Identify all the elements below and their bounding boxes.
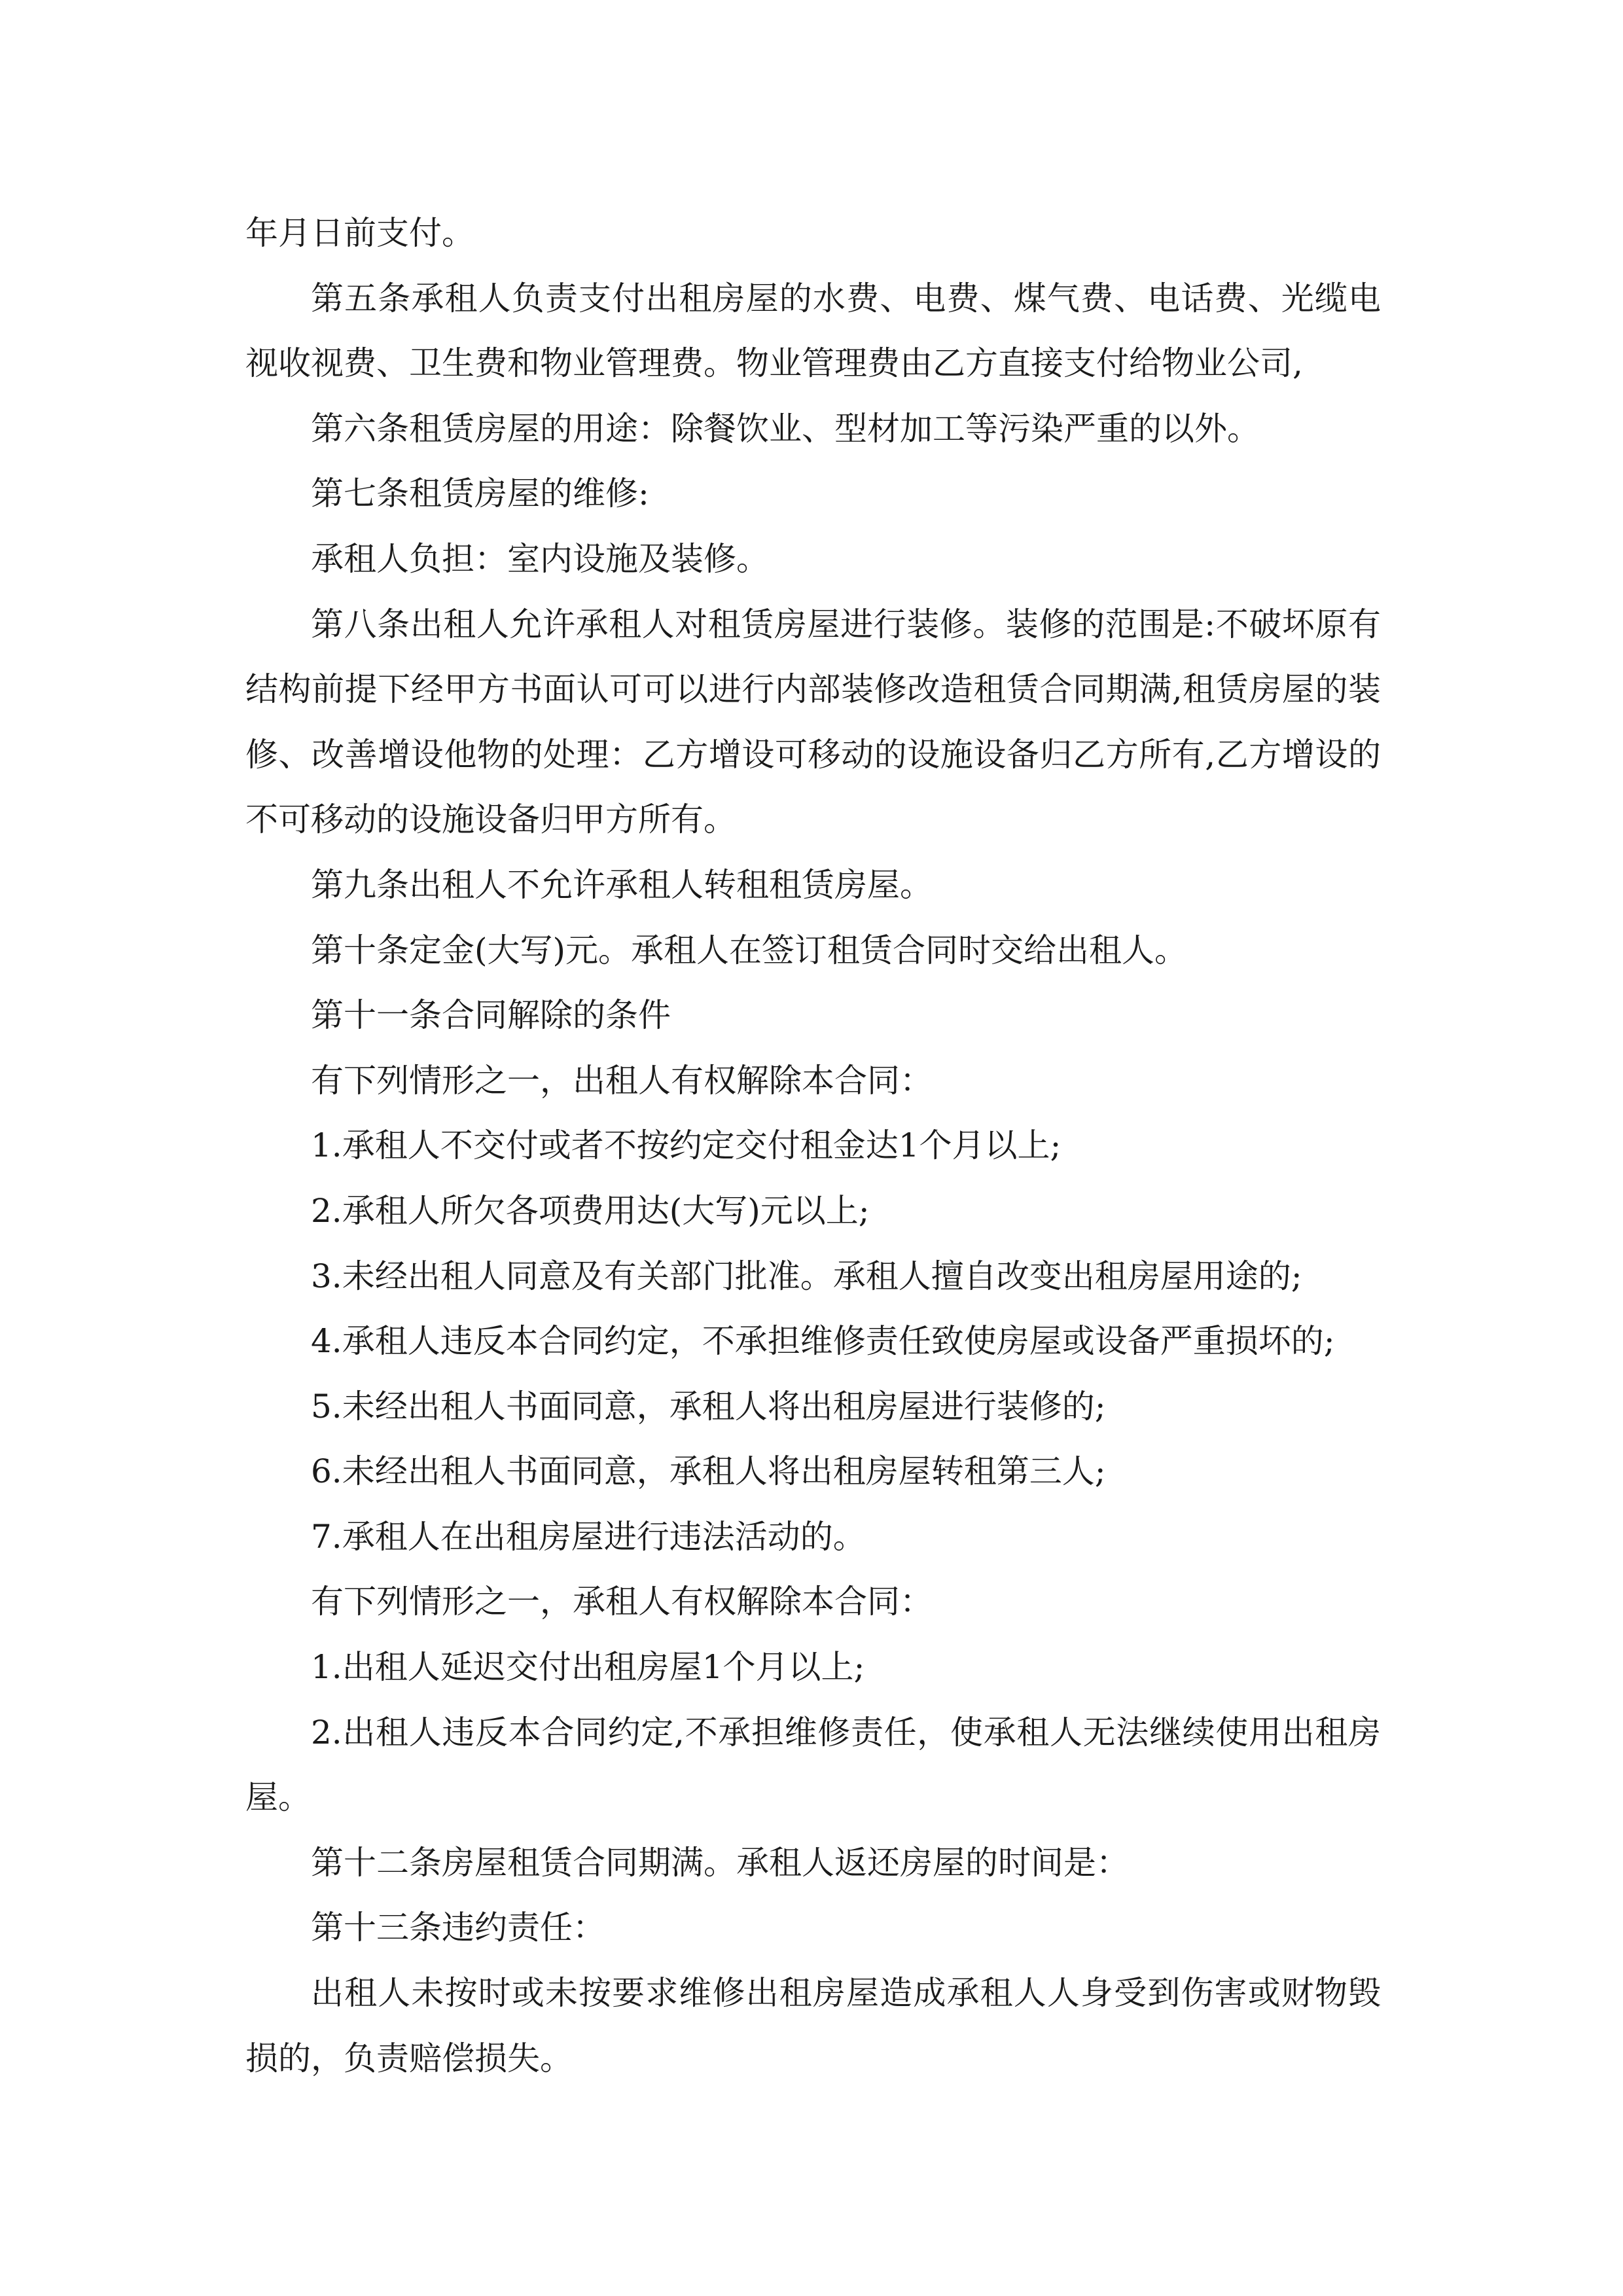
list-item-lessor-3: 3.未经出租人同意及有关部门批准。承租人擅自改变出租房屋用途的; (311, 1257, 1302, 1295)
paragraph-article-9: 第九条出租人不允许承租人转租租赁房屋。 (311, 865, 933, 904)
list-item-lessor-5: 5.未经出租人书面同意，承租人将出租房屋进行装修的; (311, 1387, 1106, 1426)
list-item-lessor-4: 4.承租人违反本合同约定，不承担维修责任致使房屋或设备严重损坏的; (311, 1322, 1335, 1361)
document-body (245, 201, 1381, 2091)
paragraph-article-13-detail: 出租人未按时或未按要求维修出租房屋造成承租人人身受到伤害或财物毁损的，负责赔偿损失。 (245, 1974, 1381, 2077)
list-item-lessee-1: 1.出租人延迟交付出租房屋1个月以上; (311, 1648, 865, 1687)
list-item-lessor-2: 2.承租人所欠各项费用达(大写)元以上; (311, 1191, 870, 1230)
list-item-lessor-7: 7.承租人在出租房屋进行违法活动的。 (311, 1517, 866, 1556)
paragraph-article-10: 第十条定金(大写)元。承租人在签订租赁合同时交给出租人。 (311, 931, 1188, 969)
list-item-lessee-2: 2.出租人违反本合同约定,不承担维修责任，使承租人无法继续使用出租房屋。 (245, 1713, 1381, 1817)
paragraph-article-12: 第十二条房屋租赁合同期满。承租人返还房屋的时间是： (311, 1843, 1129, 1882)
paragraph-article-7: 第七条租赁房屋的维修: (311, 475, 649, 513)
paragraph-article-5: 第五条承租人负责支付出租房屋的水费、电费、煤气费、电话费、光缆电视收视费、卫生费和物业管理费。物业管理费由乙方直接支付给物业公司, (245, 279, 1381, 383)
paragraph-lessor-termination-intro: 有下列情形之一，出租人有权解除本合同： (311, 1061, 933, 1100)
paragraph-article-13: 第十三条违约责任： (311, 1909, 605, 1947)
paragraph-article-6: 第六条租赁房屋的用途：除餐饮业、型材加工等污染严重的以外。 (311, 409, 1260, 448)
list-item-lessor-6: 6.未经出租人书面同意，承租人将出租房屋转租第三人; (311, 1452, 1106, 1491)
paragraph-article-8: 第八条出租人允许承租人对租赁房屋进行装修。装修的范围是:不破坏原有结构前提下经甲方书面认可可以进行内部装修改造租赁合同期满,租赁房屋的装修、改善增设他物的处理：乙方增设可移动的设施设备归乙方所有,乙方增设的不可移动的设施设备归甲方所有。 (245, 605, 1381, 839)
paragraph-article-7-detail: 承租人负担：室内设施及装修。 (311, 539, 769, 578)
paragraph-article-11: 第十一条合同解除的条件 (311, 996, 671, 1035)
paragraph-lessee-termination-intro: 有下列情形之一，承租人有权解除本合同： (311, 1583, 933, 1621)
list-item-lessor-1: 1.承租人不交付或者不按约定交付租金达1个月以上; (311, 1126, 1061, 1165)
paragraph-payment-date: 年月日前支付。 (245, 214, 474, 252)
